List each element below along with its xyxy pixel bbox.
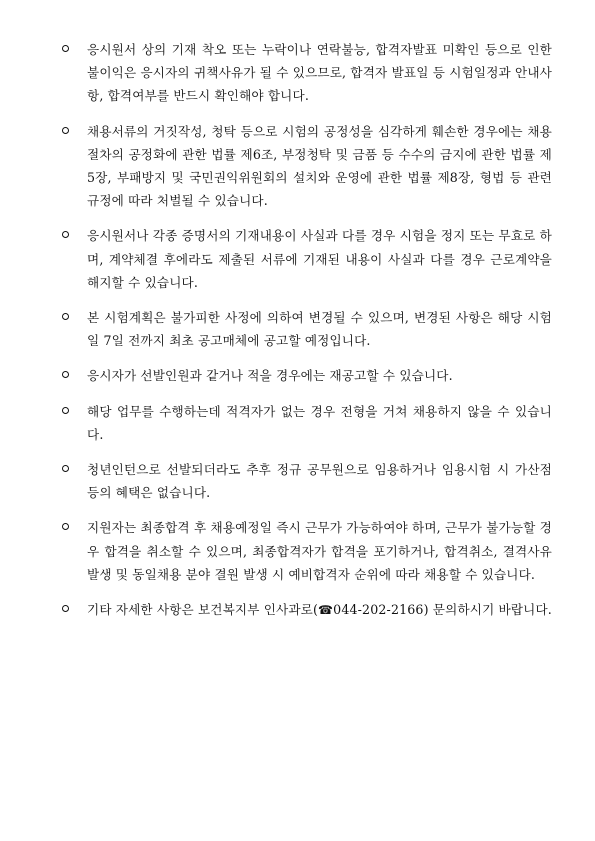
notice-text: 응시자가 선발인원과 같거나 적을 경우에는 재공고할 수 있습니다. (87, 368, 453, 384)
circle-bullet-icon (62, 465, 69, 472)
list-item (62, 364, 552, 387)
notice-text: 채용서류의 거짓작성, 청탁 등으로 시험의 공정성을 심각하게 훼손한 경우에는 채용절차의 공정화에 관한 법률 제6조, 부정청탁 및 금품 등 수수의 금지에 관한 법률 제5장, 부패방지 및 국민권익위원회의 설치와 운영에 관한 법률 제8장, 형법 등 관련 규정에 따라 처벌될 수 있습니다. (87, 123, 552, 209)
phone-number: 044-202-2166 (333, 602, 424, 618)
notice-text: 청년인턴으로 선발되더라도 추후 정규 공무원으로 임용하거나 임용시험 시 가산점 등의 혜택은 없습니다. (87, 462, 552, 501)
circle-bullet-icon (62, 371, 69, 378)
list-item (62, 516, 552, 586)
list-item (62, 224, 552, 294)
list-item (62, 306, 552, 352)
notice-text: 응시원서나 각종 증명서의 기재내용이 사실과 다를 경우 시험을 정지 또는 무효로 하며, 계약체결 후에라도 제출된 서류에 기재된 내용이 사실과 다를 경우 근로계약을 해지할 수 있습니다. (87, 228, 552, 290)
notice-text: 본 시험계획은 불가피한 사정에 의하여 변경될 수 있으며, 변경된 사항은 해당 시험일 7일 전까지 최초 공고매체에 공고할 예정입니다. (87, 310, 552, 349)
list-item (62, 458, 552, 504)
circle-bullet-icon (62, 407, 69, 414)
circle-bullet-icon (62, 605, 69, 612)
notice-text: 지원자는 최종합격 후 채용예정일 즉시 근무가 가능하여야 하며, 근무가 불가능할 경우 합격을 취소할 수 있으며, 최종합격자가 합격을 포기하거나, 합격취소, 결격사유 발생 및 동일채용 분야 결원 발생 시 예비합격자 순위에 따라 채용할 수 있습니다. (87, 520, 552, 582)
contact-suffix: ) 문의하시기 바랍니다. (423, 602, 552, 618)
notice-text: 해당 업무를 수행하는데 적격자가 없는 경우 전형을 거쳐 채용하지 않을 수 있습니다. (87, 403, 552, 442)
contact-prefix: 기타 자세한 사항은 보건복지부 인사과로( (87, 602, 319, 618)
list-item (62, 38, 552, 108)
circle-bullet-icon (62, 231, 69, 238)
notice-text: 응시원서 상의 기재 착오 또는 누락이나 연락불능, 합격자발표 미확인 등으로 인한 불이익은 응시자의 귀책사유가 될 수 있으므로, 합격자 발표일 등 시험일정과 안내사항, 합격여부를 반드시 확인해야 합니다. (87, 42, 552, 104)
circle-bullet-icon (62, 127, 69, 134)
circle-bullet-icon (62, 45, 69, 52)
list-item (62, 400, 552, 446)
circle-bullet-icon (62, 523, 69, 530)
circle-bullet-icon (62, 313, 69, 320)
phone-icon: ☎ (318, 603, 334, 618)
contact-item (62, 598, 552, 622)
contact-text (87, 598, 552, 622)
list-item (62, 120, 552, 213)
notice-list (62, 38, 552, 634)
